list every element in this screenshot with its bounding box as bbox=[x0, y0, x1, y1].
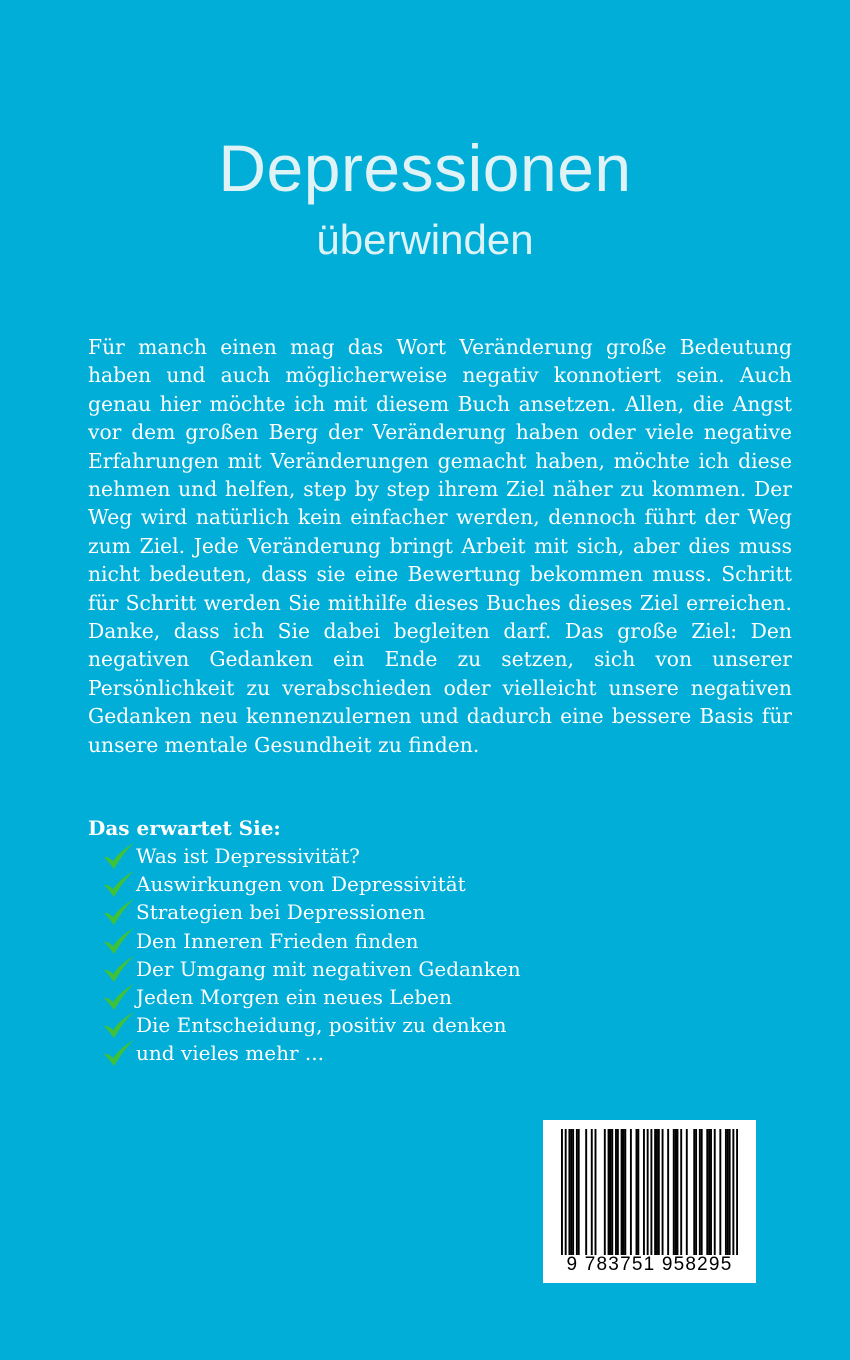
green-checkmark-icon bbox=[102, 1039, 136, 1067]
green-checkmark-icon bbox=[102, 927, 136, 955]
book-blurb: Für manch einen mag das Wort Veränderung große Bedeutung haben und auch möglicherweise negativ konnotiert sein. Auch genau hier möchte ich mit diesem Buch ansetzen. Allen, die Angst vor dem großen Berg der Veränderung haben oder viele negative Erfahrungen mit Veränderungen gemacht haben, möchte ich diese nehmen und helfen, step by step ihrem Ziel näher zu kommen. Der Weg wird natürlich kein einfacher werden, dennoch führt der Weg zum Ziel. Jede Veränderung bringt Arbeit mit sich, aber dies muss nicht bedeuten, dass sie eine Bewertung bekommen muss. Schritt für Schritt werden Sie mithilfe dieses Buches dieses Ziel erreichen. Danke, dass ich Sie dabei begleiten darf. Das große Ziel: Den negativen Gedanken ein Ende zu setzen, sich von unserer Persönlichkeit zu verabschieden oder vielleicht unsere negativen Gedanken neu kennenzulernen und dadurch eine bessere Basis für unsere mentale Gesundheit zu finden. bbox=[88, 335, 792, 757]
feature-item-1 bbox=[102, 842, 521, 870]
barcode-bars bbox=[561, 1129, 738, 1255]
green-checkmark-icon bbox=[102, 870, 136, 898]
book-title: Depressionen bbox=[218, 131, 632, 205]
green-checkmark-icon bbox=[102, 842, 136, 870]
feature-item-8 bbox=[102, 1039, 521, 1067]
feature-text: Der Umgang mit negativen Gedanken bbox=[136, 956, 521, 981]
feature-text: Auswirkungen von Depressivität bbox=[136, 872, 466, 897]
book-subtitle: überwinden bbox=[316, 216, 534, 263]
feature-text: Jeden Morgen ein neues Leben bbox=[136, 985, 452, 1010]
feature-item-3 bbox=[102, 898, 521, 926]
feature-item-5 bbox=[102, 955, 521, 983]
feature-text: Den Inneren Frieden finden bbox=[136, 928, 419, 953]
feature-text: Strategien bei Depressionen bbox=[136, 900, 426, 925]
isbn-barcode bbox=[543, 1120, 756, 1283]
features-heading: Das erwartet Sie: bbox=[88, 816, 281, 840]
feature-text: Was ist Depressivität? bbox=[136, 844, 360, 869]
feature-item-2 bbox=[102, 870, 521, 898]
features-list bbox=[102, 842, 521, 1068]
feature-item-7 bbox=[102, 1011, 521, 1039]
green-checkmark-icon bbox=[102, 983, 136, 1011]
feature-text: und vieles mehr ... bbox=[136, 1041, 324, 1066]
feature-text: Die Entscheidung, positiv zu denken bbox=[136, 1013, 507, 1038]
isbn-number: 9 783751 958295 bbox=[566, 1254, 733, 1275]
green-checkmark-icon bbox=[102, 955, 136, 983]
green-checkmark-icon bbox=[102, 1011, 136, 1039]
green-checkmark-icon bbox=[102, 898, 136, 926]
feature-item-4 bbox=[102, 927, 521, 955]
feature-item-6 bbox=[102, 983, 521, 1011]
